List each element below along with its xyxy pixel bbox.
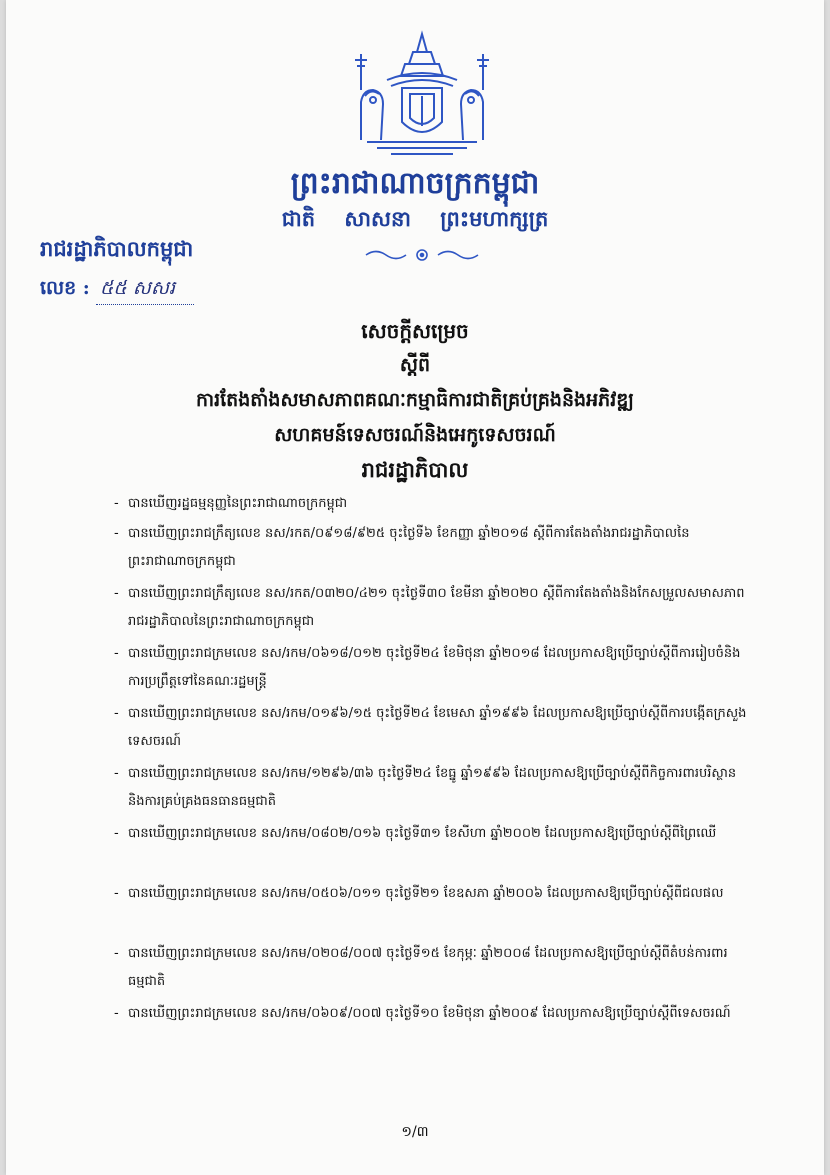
preamble-clause: - បានឃើញរដ្ឋធម្មនុញ្ញនៃព្រះរាជាណាចក្រកម្ពុជា (114, 490, 749, 520)
preamble-clause: - បានឃើញព្រះរាជក្រមលេខ នស/រកម/១២៩៦/៣៦ ចុះថ្ងៃទី២៤ ខែធ្នូ ឆ្នាំ១៩៩៦ ដែលប្រកាសឱ្យប្រើច្បាប់ស្តីពីកិច្ចការពារបរិស្ថាននិងការគ្រប់គ្រងធនធានធម្មជាតិ (114, 760, 749, 820)
document-number (40, 276, 194, 305)
preamble-clause: - បានឃើញព្រះរាជក្រមលេខ នស/រកម/០៦១៨/០១២ ចុះថ្ងៃទី២៤ ខែមិថុនា ឆ្នាំ២០១៨ ដែលប្រកាសឱ្យប្រើច្បាប់ស្តីពីការរៀបចំនិងការប្រព្រឹត្តទៅនៃគណៈរដ្ឋមន្ត្រី (114, 640, 749, 700)
page-number: ១/៣ (401, 1124, 429, 1140)
document-number-label: លេខ : (40, 277, 90, 299)
preamble-clause: - បានឃើញព្រះរាជក្រមលេខ នស/រកម/០៥០៦/០១១ ចុះថ្ងៃទី២១ ខែឧសភា ឆ្នាំ២០០៦ ដែលប្រកាសឱ្យប្រើច្បាប់ស្តីពីជលផល (114, 880, 749, 940)
preamble-clause: - បានឃើញព្រះរាជក្រមលេខ នស/រកម/០២០៨/០០៧ ចុះថ្ងៃទី១៥ ខែកុម្ភៈ ឆ្នាំ២០០៨ ដែលប្រកាសឱ្យប្រើច្បាប់ស្តីពីតំបន់ការពារធម្មជាតិ (114, 940, 749, 1000)
decision-subject-label: ស្តីពី (399, 354, 431, 376)
ornament-divider-icon (362, 246, 482, 264)
national-motto: ជាតិ សាសនា ព្រះមហាក្សត្រ (281, 206, 549, 231)
decision-subject-line-2: សហគមន៍ទេសចរណ៍និងអេកូទេសចរណ៍ (274, 424, 556, 446)
document-number-value: ៥៥ សសរ (96, 276, 194, 305)
kingdom-title: ព្រះរាជាណាចក្រកម្ពុជា (290, 166, 540, 201)
decision-title: សេចក្តីសម្រេច (361, 319, 469, 343)
preamble-clause-list (114, 490, 749, 1060)
preamble-clause: - បានឃើញព្រះរាជក្រមលេខ នស/រកម/០៦០៩/០០៧ ចុះថ្ងៃទី១០ ខែមិថុនា ឆ្នាំ២០០៩ ដែលប្រកាសឱ្យប្រើច្បាប់ស្តីពីទេសចរណ៍ (114, 1000, 749, 1060)
decision-subject-line-1: ការតែងតាំងសមាសភាពគណៈកម្មាធិការជាតិគ្រប់គ្រងនិងអភិវឌ្ឍ (196, 389, 634, 411)
government-label: រាជរដ្ឋាភិបាលកម្ពុជា (40, 236, 194, 261)
preamble-clause: - បានឃើញព្រះរាជក្រមលេខ នស/រកម/០៨០២/០១៦ ចុះថ្ងៃទី៣១ ខែសីហា ឆ្នាំ២០០២ ដែលប្រកាសឱ្យប្រើច្បាប់ស្តីពីព្រៃឈើ (114, 820, 749, 880)
document-page (6, 0, 824, 1175)
preamble-clause: - បានឃើញព្រះរាជក្រមលេខ នស/រកម/០១៩៦/១៥ ចុះថ្ងៃទី២៤ ខែមេសា ឆ្នាំ១៩៩៦ ដែលប្រកាសឱ្យប្រើច្បាប់ស្តីពីការបង្កើតក្រសួងទេសចរណ៍ (114, 700, 749, 760)
royal-coat-of-arms-emblem (347, 30, 497, 160)
issuing-authority: រាជរដ្ឋាភិបាល (361, 457, 469, 482)
preamble-clause: - បានឃើញព្រះរាជក្រឹត្យលេខ នស/រកត/០៣២០/៤២១ ចុះថ្ងៃទី៣០ ខែមីនា ឆ្នាំ២០២០ ស្តីពីការតែងតាំងនិងកែសម្រួលសមាសភាពរាជរដ្ឋាភិបាលនៃព្រះរាជាណាចក្រកម្ពុជា (114, 580, 749, 640)
preamble-clause: - បានឃើញព្រះរាជក្រឹត្យលេខ នស/រកត/០៩១៨/៩២៥ ចុះថ្ងៃទី៦ ខែកញ្ញា ឆ្នាំ២០១៨ ស្តីពីការតែងតាំងរាជរដ្ឋាភិបាលនៃព្រះរាជាណាចក្រកម្ពុជា (114, 520, 749, 580)
